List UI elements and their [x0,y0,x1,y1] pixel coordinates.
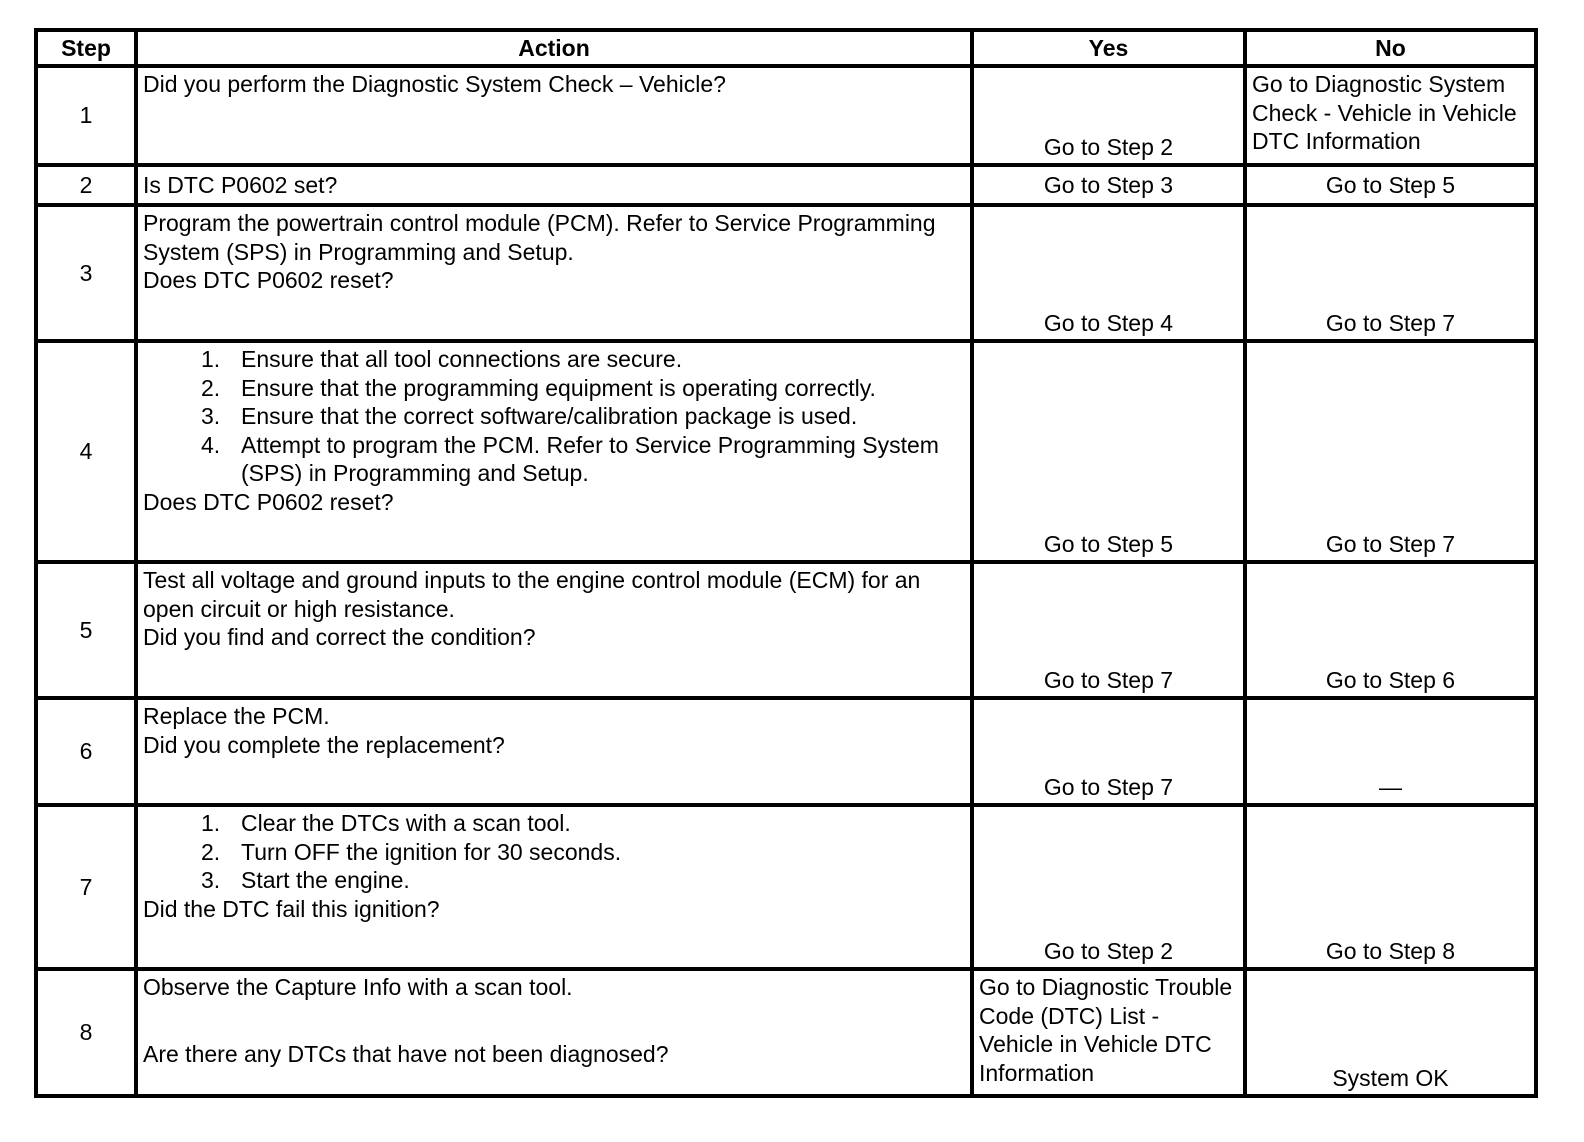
list-item [143,374,965,403]
no-cell: — [1245,698,1536,805]
action-question: Does DTC P0602 reset? [143,267,394,293]
table-row [36,698,1536,805]
no-cell: System OK [1245,969,1536,1096]
action-cell [136,341,972,562]
action-cell [136,969,972,1096]
list-item-text: Attempt to program the PCM. Refer to Service Programming System (SPS) in Programming and Setup. [241,431,939,486]
no-cell: Go to Step 8 [1245,805,1536,969]
step-number: 1 [36,66,136,165]
action-cell [136,165,972,205]
action-cell [136,66,972,165]
step-number: 3 [36,205,136,341]
step-number: 5 [36,562,136,698]
table-row [36,205,1536,341]
action-text: Did you perform the Diagnostic System Check – Vehicle? [143,71,726,97]
no-cell: Go to Step 7 [1245,341,1536,562]
yes-cell: Go to Step 2 [972,66,1245,165]
action-cell [136,205,972,341]
list-item [143,809,965,838]
list-item-text: Clear the DTCs with a scan tool. [241,810,571,836]
list-item-text: Start the engine. [241,867,410,893]
no-cell: Go to Diagnostic System Check - Vehicle in Vehicle DTC Information [1245,66,1536,165]
table-row [36,165,1536,205]
list-item-text: Turn OFF the ignition for 30 seconds. [241,838,622,865]
header-row [36,30,1536,66]
no-cell: Go to Step 6 [1245,562,1536,698]
action-text: Program the powertrain control module (PCM). Refer to Service Programming System (SPS) in Programming and Setup. [143,210,936,265]
table-row [36,562,1536,698]
action-text: Observe the Capture Info with a scan tool. [143,974,573,1000]
list-item-number: 1. [201,346,221,372]
list-item-number: 2. [201,838,221,865]
header-yes: Yes [972,30,1245,66]
list-item-number: 4. [201,431,221,458]
action-cell [136,562,972,698]
step-number: 7 [36,805,136,969]
list-item-text: Ensure that all tool connections are secure. [241,346,683,372]
step-number: 8 [36,969,136,1096]
list-item [143,402,965,431]
action-cell [136,698,972,805]
list-item-number: 3. [201,403,221,429]
yes-cell: Go to Step 5 [972,341,1245,562]
action-question: Does DTC P0602 reset? [143,488,394,515]
action-question: Did you find and correct the condition? [143,624,536,650]
table-row [36,341,1536,562]
header-no: No [1245,30,1536,66]
step-number: 4 [36,341,136,562]
action-list [143,345,965,488]
yes-cell: Go to Step 4 [972,205,1245,341]
header-action: Action [136,30,972,66]
yes-cell: Go to Step 7 [972,562,1245,698]
list-item [143,345,965,374]
no-cell: Go to Step 7 [1245,205,1536,341]
no-cell: Go to Step 5 [1245,165,1536,205]
list-item [143,838,965,867]
diagnostic-table [34,28,1538,1098]
list-item [143,431,965,488]
list-item-number: 3. [201,867,221,893]
yes-cell: Go to Step 7 [972,698,1245,805]
yes-cell: Go to Step 2 [972,805,1245,969]
table-row [36,969,1536,1096]
action-question: Are there any DTCs that have not been diagnosed? [143,1040,669,1067]
action-text: Test all voltage and ground inputs to the engine control module (ECM) for an open circuit or high resistance. [143,567,921,622]
header-step: Step [36,30,136,66]
list-item [143,866,965,895]
action-cell [136,805,972,969]
action-list [143,809,965,895]
table-row [36,805,1536,969]
step-number: 2 [36,165,136,205]
action-question: Did you complete the replacement? [143,731,505,758]
list-item-text: Ensure that the programming equipment is operating correctly. [241,374,876,401]
action-text: Is DTC P0602 set? [143,171,338,198]
list-item-number: 1. [201,810,221,836]
table-row [36,66,1536,165]
list-item-text: Ensure that the correct software/calibration package is used. [241,403,858,429]
action-question: Did the DTC fail this ignition? [143,895,440,922]
list-item-number: 2. [201,374,221,401]
yes-cell: Go to Diagnostic Trouble Code (DTC) List - Vehicle in Vehicle DTC Information [972,969,1245,1096]
action-text: Replace the PCM. [143,703,330,729]
yes-cell: Go to Step 3 [972,165,1245,205]
step-number: 6 [36,698,136,805]
